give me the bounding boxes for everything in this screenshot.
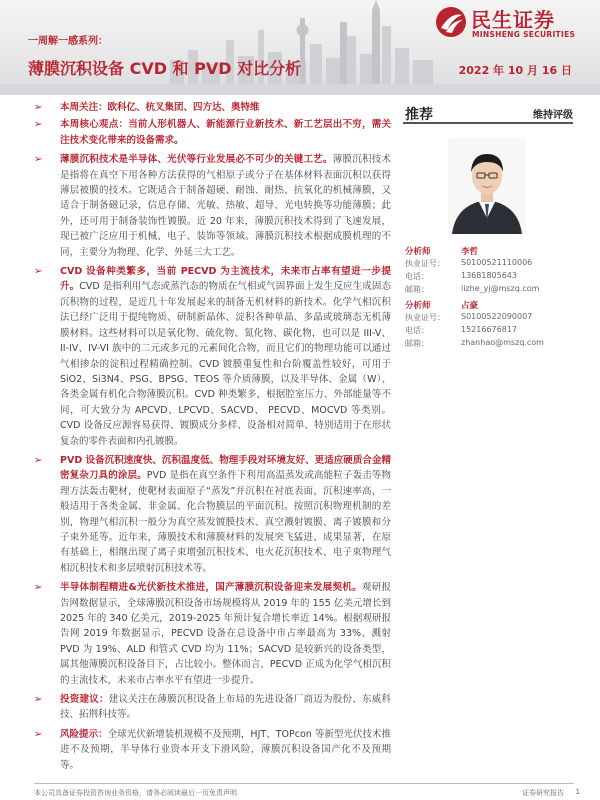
rating-label: 维持评级	[533, 110, 573, 121]
paragraph-core-view	[34, 117, 391, 148]
analyst-photo	[448, 138, 526, 234]
paragraph-text: CVD 是指利用气态或蒸汽态的物质在气相或气固界面上发生反应生成固态沉积物的过程，是近几十年发展起来的制备无机材料的新技术。化学气相沉积法已经广泛用于提纯物质、研制新晶体、淀积各种单晶、多晶或玻璃态无机薄膜材料。这些材料可以是氧化物、硫化物、氮化物、碳化物，也可以是 III-V、II-IV、IV-VI 族中的二元或多元的元素间化合物，而且它们的物理功能可以通过气相掺杂的淀积过程精确控制。CVD 镀膜重复性和台阶覆盖性较好，可用于 SiO2、Si3N4、PSG、BPSG、TEOS 等介质薄膜，以及半导体、金属（W）、各类金属有机化合物薄膜沉积。CVD 种类繁多，根据腔室压力、外部能量等不同，可大致分为 APCVD、LPCVD、SACVD、 PECVD、MOCVD 等类别。CVD 设备反应源容易获得、镀膜成分多样、设备相对简单、特别适用于在形状复杂的零件表面和内孔镀膜。	[60, 281, 391, 447]
email-address[interactable]: zhanhao@mszq.com	[461, 338, 544, 347]
analyst-name: 占豪	[461, 301, 479, 311]
logo-english-name: MINSHENG SECURITIES	[472, 30, 576, 39]
minsheng-logo	[435, 4, 585, 44]
report-title: 薄膜沉积设备 CVD 和 PVD 对比分析	[28, 59, 302, 78]
phone-label: 电话：	[405, 326, 429, 335]
paragraph-thin-film	[34, 152, 391, 260]
cert-label: 执业证号：	[405, 259, 445, 268]
paragraph-lead: 本周核心观点：当前人形机器人、新能源行业新技术、新工艺层出不穷，需关注技术变化带来的设备需求。	[60, 119, 391, 146]
paragraph-cvd	[34, 264, 391, 449]
analyst-phone-row	[405, 325, 573, 338]
analyst-phone-row	[405, 271, 573, 284]
paragraph-lead: 投资建议：	[60, 694, 109, 706]
bullet-arrow-icon: ➢	[34, 102, 43, 113]
logo-mark-icon	[435, 6, 467, 38]
report-date: 2022 年 10 月 16 日	[458, 64, 572, 77]
analyst-title: 分析师	[405, 247, 431, 257]
report-header	[0, 0, 600, 95]
analyst-name-row	[405, 299, 573, 312]
paragraph-lead: CVD 设备种类繁多，当前 PECVD 为主流技术，未来市占率有望进一步提升。	[60, 266, 391, 293]
bullet-arrow-icon: ➢	[34, 266, 43, 278]
analyst-contacts	[405, 245, 573, 351]
paragraph-market	[34, 580, 391, 688]
paragraph-text: 薄膜沉积技术是指将在真空下用各种方法获得的气相原子或分子在基体材料表面沉积以获得薄层被膜的技术。它既适合于制备超硬、耐蚀、耐热、抗氧化的机械薄膜，又适合于制备磁记录，信息存储、光敏、热敏、超导、光电转换等功能薄膜；此外，还可用于制备装饰性镀膜。近 20 年来，薄膜沉积技术得到了飞速发展，现已被广泛应用于机械、电子、装饰等领域。薄膜沉积技术根据成膜机理的不同，主要分为物理、化学、外延三大工艺。	[60, 154, 391, 258]
analyst-name-row	[405, 245, 573, 258]
bullet-arrow-icon: ➢	[34, 728, 43, 740]
paragraph-investment	[34, 692, 391, 723]
report-type: 证券研究报告	[522, 789, 564, 797]
email-label: 邮箱：	[405, 285, 429, 294]
paragraph-lead: 风险提示：	[60, 728, 108, 740]
phone-label: 电话：	[405, 272, 429, 281]
bullet-arrow-icon: ➢	[34, 694, 43, 706]
analyst-name: 李哲	[461, 247, 479, 257]
paragraph-text: 建议关注在薄膜沉积设备上布局的先进设备厂商迈为股份、东威科技、拓荆科技等。	[60, 694, 391, 721]
analyst-email-row	[405, 284, 573, 297]
recommendation-header	[403, 100, 573, 124]
email-address[interactable]: lizhe_yj@mszq.com	[461, 284, 540, 293]
page-footer	[34, 783, 580, 797]
cert-label: 执业证号：	[405, 313, 445, 322]
sidebar	[403, 100, 573, 348]
report-series: 一周解一感系列：	[28, 36, 108, 47]
analyst-cert-row	[405, 258, 573, 271]
bullet-arrow-icon: ➢	[34, 154, 43, 166]
bullet-arrow-icon: ➢	[34, 454, 43, 466]
logo-chinese-name: 民生证券	[471, 8, 555, 32]
analyst-cert-row	[405, 312, 573, 325]
email-label: 邮箱：	[405, 339, 429, 348]
recommendation-label: 推荐	[405, 107, 433, 123]
phone-number: 15216676817	[461, 325, 517, 334]
paragraph-text: 全球光伏新增装机规模不及预期，HJT、TOPcon 等新型光伏技术推进不及预期，半导体行业资本开支下滑风险，薄膜沉积设备国产化不及预期等。	[60, 728, 391, 771]
cert-number: S0100521110006	[461, 258, 533, 267]
disclaimer-text: 本公司具备证券投资咨询业务资格，请务必阅读最后一页免责声明	[34, 789, 237, 797]
paragraph-lead: 本周关注：欧科亿、杭叉集团、四方达、奥特维	[60, 102, 260, 113]
analyst-email-row	[405, 338, 573, 351]
paragraph-risk	[34, 727, 391, 773]
paragraph-lead: 半导体制程精进&光伏新技术推进，国产薄膜沉积设备迎来发展契机。	[60, 582, 362, 594]
bullet-arrow-icon: ➢	[34, 582, 43, 594]
paragraph-text: 观研报告网数据显示，全球薄膜沉积设备市场规模将从 2019 年的 155 亿美元增长到 2025 年的 340 亿美元，2019-2025 年预计复合增长率近 14%。根据观研报告网 2019 年数据显示，PECVD 设备在总设备中市占率最高为 33%、溅射 PVD 为 19%、ALD 和管式 CVD 均为 11%；SACVD 是较新兴的设备类型，属其他薄膜沉积设备目下，占比较小。整体而言，PECVD 正成为化学气相沉积的主流技术，未来市占率水平有望进一步提升。	[60, 582, 391, 686]
paragraph-lead: 薄膜沉积技术是半导体、光伏等行业发展必不可少的关键工艺。	[60, 154, 333, 166]
page-number: 1	[575, 788, 580, 796]
paragraph-lead: PVD 设备沉积速度快、沉积温度低、物理手段对环境友好、更适应硬质合金精密复杂刀具的涂层。	[60, 454, 391, 482]
bullet-arrow-icon: ➢	[34, 119, 43, 131]
phone-number: 13681805643	[461, 271, 517, 280]
paragraph-focus	[34, 100, 391, 115]
analyst-portrait-icon	[448, 138, 526, 234]
paragraph-text: PVD 是指在真空条件下利用高温蒸发或高能粒子轰击等物理方法轰击靶材，使靶材表面原子“蒸发”并沉积在衬底表面，沉积速率高，一般适用于各类金属、非金属、化合物膜层的平面沉积。按照沉积物理机制的差别，物理气相沉积一般分为真空蒸发镀膜技术、真空溅射镀膜、离子镀膜和分子束外延等。近年来，薄膜技术和薄膜材料的发展突飞猛进、成果显著，在原有基础上，相继出现了离子束增强沉积技术、电火花沉积技术、电子束物理气相沉积技术和多层喷射沉积技术等。	[60, 470, 391, 574]
paragraph-pvd	[34, 453, 391, 576]
cert-number: S0100522090007	[461, 312, 533, 321]
analyst-title: 分析师	[405, 301, 431, 311]
main-content	[34, 100, 391, 773]
